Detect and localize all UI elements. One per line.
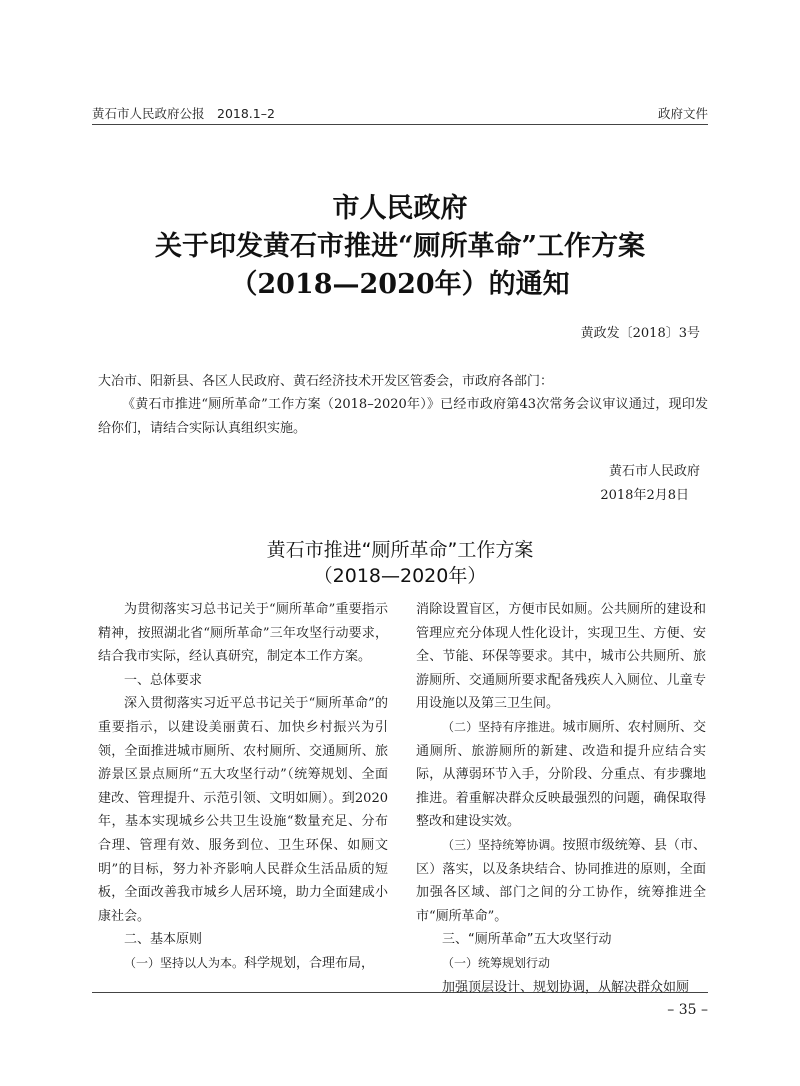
principle-2-text: 城市厕所、农村厕所、交通厕所、旅游厕所的新建、改造和提升应结合实际，从薄弱环节入手，分阶段、分重点、有步骤地推进。着重解决群众反映最强烈的问题，确保取得整改和建设实效。 [416,719,706,830]
plan-title [60,537,740,589]
notice-title [60,190,740,304]
notice-title-line-1: 市人民政府 [332,193,468,224]
subsection-planning-text: 加强顶层设计、规划协调，从解决群众如厕 [442,979,690,995]
right-column [416,598,706,999]
notice-addressee: 大冶市、阳新县、各区人民政府、黄石经济技术开发区管委会，市政府各部门： [98,374,554,389]
principle-1-paragraph [98,952,388,976]
running-header-left: 黄石市人民政府公报 2018.1–2 [92,106,275,121]
running-header-right: 政府文件 [657,106,708,121]
header-divider [92,124,708,125]
page-number: – 35 – [667,1002,708,1018]
principle-3-text: 按照市级统筹、县（市、区）落实，以及条块结合、协同推进的原则，全面加强各区域、部门之间的分工协作，统筹推进全市“厕所革命”。 [416,837,706,924]
plan-intro: 为贯彻落实习总书记关于“厕所革命”重要指示精神，按照湖北省“厕所革命”三年攻坚行动要求，结合我市实际，经认真研究，制定本工作方案。 [98,602,388,665]
principle-2-label: （二）坚持有序推进。 [442,719,563,734]
notice-body: 《黄石市推进“厕所革命”工作方案（2018–2020年）》已经市政府第43次常务会议审议通过，现印发给你们，请结合实际认真组织实施。 [98,397,708,436]
principle-1-text-continued: 消除设置盲区，方便市民如厕。公共厕所的建设和管理应充分体现人性化设计，实现卫生、方便、安全、节能、环保等要求。其中，城市公共厕所、旅游厕所、交通厕所要求配备残疾人入厕位、儿童专用设施以及第三卫生间。 [416,602,706,712]
signature-organization: 黄石市人民政府 [608,464,700,479]
principle-1-label: （一）坚持以人为本。 [124,955,245,970]
section-heading-general-requirements: 一、总体要求 [124,672,203,688]
section-heading-five-actions: 三、“厕所革命”五大攻坚行动 [442,932,612,948]
principle-3-label: （三）坚持统筹协调。 [442,837,563,852]
subsection-heading-planning: （一）统筹规划行动 [442,955,551,970]
section-general-requirements-body: 深入贯彻落实习近平总书记关于“厕所革命”的重要指示，以建设美丽黄石、加快乡村振兴为引领，全面推进城市厕所、农村厕所、交通厕所、旅游景区景点厕所“五大攻坚行动”（统筹规划、全面建改、管理提升、示范引领、文明如厕）。到2020年，基本实现城乡公共卫生设施“数量充足、分布合理、管理有效、服务到位、卫生环保、如厕文明”的目标，努力补齐影响人民群众生活品质的短板，全面改善我市城乡人居环境，助力全面建成小康社会。 [98,696,388,924]
notice-title-line-3: （2018—2020年）的通知 [230,269,570,300]
signature-date: 2018年2月8日 [600,488,689,503]
section-heading-basic-principles: 二、基本原则 [124,932,203,948]
footer-divider [92,992,708,993]
left-column [98,598,388,976]
plan-title-line-2: （2018—2020年） [313,565,487,587]
plan-title-line-1: 黄石市推进“厕所革命”工作方案 [266,539,534,561]
principle-1-text-start: 科学规划，合理布局， [244,955,375,971]
notice-title-line-2: 关于印发黄石市推进“厕所革命”工作方案 [154,231,646,262]
principle-2-paragraph [416,716,706,834]
principle-3-paragraph [416,834,706,928]
document-number: 黄政发〔2018〕3号 [580,326,700,341]
